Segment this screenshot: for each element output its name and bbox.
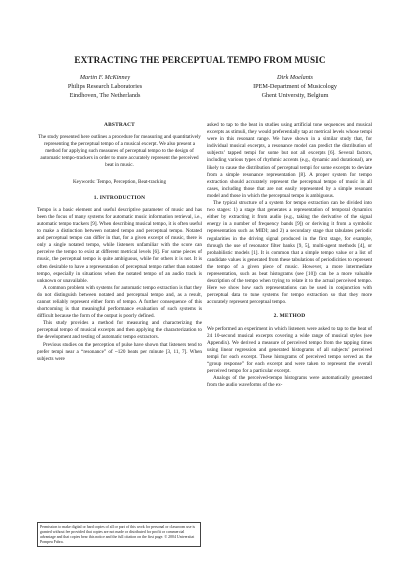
abstract-heading: ABSTRACT xyxy=(104,122,135,128)
paragraph: This study provides a method for measuring and characterizing the perceptual tempo of musical excerpts and then applying the characterization to the development and testing of automatic tempo extractors. xyxy=(37,320,202,341)
paragraph: Tempo is a basic element and useful descriptive parameter of music and has been the focus of many systems for automatic music information retrieval, i.e., automatic tempo trackers [9]. When describing musical tempo, it is often useful to make a distinction between notated tempo and perceptual tempo. Notated and perceptual tempo can differ in that, for a given excerpt of music, there is only a single notated tempo, while listeners unfamiliar with the score can perceive the tempo to exist at different metrical levels [6]. For some pieces of music, the perceptual tempo is quite ambiguous, while for others it is not. It is often desirable to have a representation of perceptual tempo rather than notated tempo, especially in situations when the notated tempo of an audio track is unknown or unavailable. xyxy=(37,206,202,284)
paper-title: EXTRACTING THE PERCEPTUAL TEMPO FROM MUSIC xyxy=(74,55,326,65)
paragraph: Previous studies on the perception of pulse have shown that listeners tend to prefer tempi near a “resonance” of ~120 beats per minute [3, 11, 7]. When subjects were xyxy=(37,341,202,362)
author-name: Dirk Moelants xyxy=(277,74,313,81)
paragraph: asked to tap to the beat in studies using artificial tone sequences and musical excerpts as stimuli, they would preferentially tap at metrical levels whose tempi were in this resonant range. We have shown in a similar study that, for individual musical excerpts, a resonance model can predict the distribution of subjects’ tapped tempi for some but not all excerpts [6]. Several factors, including various types of rhythmic accents (e.g., dynamic and durational), are likely to cause the distribution of perceptual tempi for some excerpts to deviate from a simple resonance representation [8]. A proper system for tempo extraction should accurately represent the perceptual tempo of music in all cases, including those that are not easily represented by a simple resonant model and those in which the perceptual tempo is ambiguous. xyxy=(207,122,372,199)
paragraph: Analogs of the perceived-tempo histograms were automatically generated from the audio waveforms of the ex- xyxy=(207,375,372,389)
paragraph: A common problem with systems for automatic tempo extraction is that they do not distinguish between notated and perceptual tempo and, as a result, cannot reliably represent either form of tempo. A further consequence of this shortcoming is that meaningful performance evaluation of such systems is difficult because the form of the output is poorly defined. xyxy=(37,284,202,320)
copyright-footnote: Permission to make digital or hard copies of all or part of this work for personal or classroom use is granted without fee provided that copies are not made or distributed for profit or commercial advantage and that copies bear this notice and the full citation on the first page. © 2004 Universitat Pompeu Fabra. xyxy=(37,522,201,547)
abstract-text: The study presented here outlines a procedure for measuring and quantitatively representing the perceptual tempo of a musical excerpt. We also present a method for applying such measures of perceptual tempo to the design of automatic tempo-trackers in order to more accurately represent the perceived beat in music. xyxy=(38,134,201,169)
author-block-1 xyxy=(20,73,190,100)
left-column xyxy=(37,122,202,363)
keywords: Keywords: Tempo, Perception, Beat-tracking xyxy=(72,178,167,185)
author-affiliation: Philips Research Laboratories xyxy=(67,83,143,90)
author-affiliation: IPEM-Department of Musicology xyxy=(253,83,337,90)
author-location: Ghent University, Belgium xyxy=(261,92,329,99)
paragraph: The typical structure of a system for tempo extraction can be divided into two stages: 1) a stage that generates a representation of temporal dynamics either by extracting it from audio (e.g., taking the derivative of the signal energy in a number of frequency bands [9]) or deriving it from a symbolic representation such as MIDI; and 2) a secondary stage that tabulates periodic regularities in the driving signal produced in the first stage, for example, through the use of resonator filter banks [9, 5], multi-agent methods [4], or probabilistic models [1]. It is common that a simple tempo value or a list of candidate values is generated from these tabulations of periodicities to represent the tempo of a given piece of music. However, a more intermediate representation, such as beat histograms (see [10]) can be a more valuable description of the tempo when trying to relate it to the actual perceived tempo. Here we show how such representations can be used in conjunction with perceptual data to tune systems for tempo extraction so that they more accurately represent perceptual tempo. xyxy=(207,200,372,306)
author-name: Martin F. McKinney xyxy=(79,74,131,81)
author-block-2 xyxy=(210,73,380,100)
section-heading-introduction: 1. INTRODUCTION xyxy=(93,194,146,201)
author-location: Eindhoven, The Netherlands xyxy=(69,92,141,99)
paragraph: We performed an experiment in which listeners were asked to tap to the beat of 24 10-second musical excerpts covering a wide range of musical styles (see Appendix). We derived a measure of perceived tempo from the tapping times using linear regression and generated histograms of all subjects’ perceived tempi for each excerpt. These histograms of perceived tempo served as the “group response” for each excerpt and were taken to represent the overall perceived tempo for a particular excerpt. xyxy=(207,325,372,375)
right-column xyxy=(207,122,372,389)
section-heading-method: 2. METHOD xyxy=(273,313,306,320)
